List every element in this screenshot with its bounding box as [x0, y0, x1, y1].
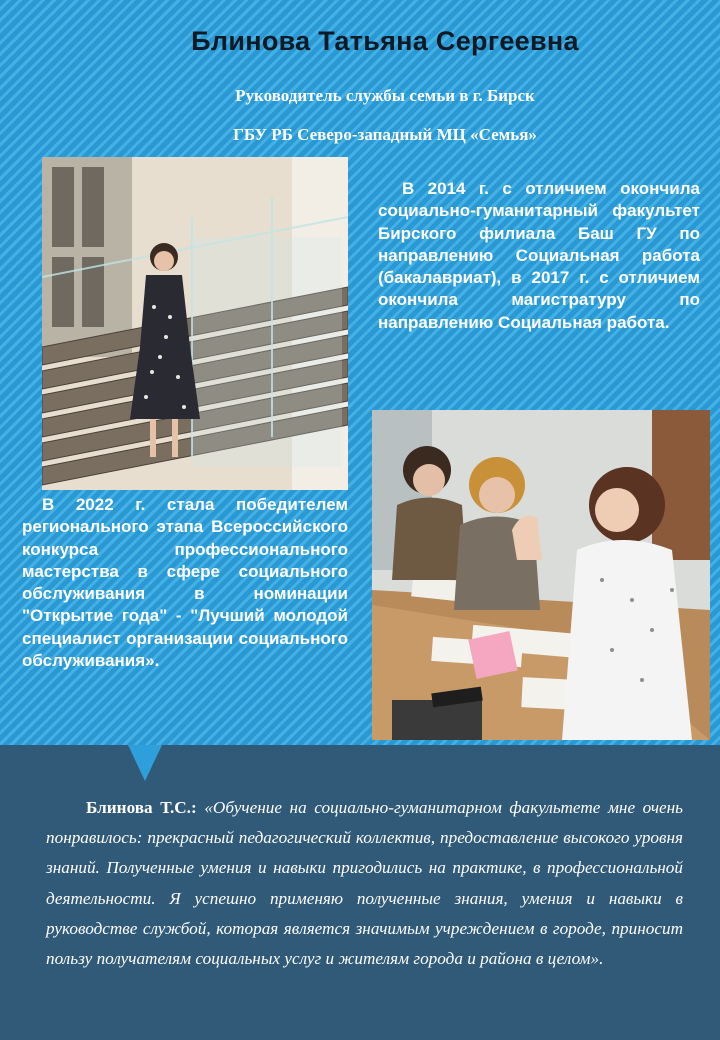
quote-text: «Обучение на социально-гуманитарном факультете мне очень понравилось: прекрасный педагогический коллектив, предоставление высокого уровня знаний. Полученные умения и навыки пригодились на практике, в профессиональной деятельности. Я успешно применяю полученные знания, умения и навыки в руководстве службой, которая является значимым учреждением в городе, приносит пользу получателям социальных услуг и жителям города и района в целом». — [46, 798, 684, 969]
meeting-photo — [372, 410, 710, 740]
organization-subtitle: ГБУ РБ Северо-западный МЦ «Семья» — [233, 125, 537, 144]
award-text: В 2022 г. стала победителем регионального этапа Всероссийского конкурса профессионального мастерства в сфере социального обслуживания в номинации "Открытие года" - "Лучший молодой специалист организации социального обслуживания». — [22, 495, 348, 671]
quote-arrow — [128, 745, 162, 781]
education-text: В 2014 г. с отличием окончила социально-гуманитарный факультет Бирского филиала Баш ГУ по направлению Социальная работа (бакалавриат), в 2017 г. с отличием окончила магистратуру по направлению Социальная работа. — [378, 179, 700, 332]
position-subtitle: Руководитель службы семьи в г. Бирск — [235, 86, 535, 105]
quote-author: Блинова Т.С.: — [86, 798, 197, 817]
quote-block — [46, 793, 683, 974]
staircase-photo — [42, 157, 348, 490]
page-title: Блинова Татьяна Сергеевна — [191, 26, 579, 56]
